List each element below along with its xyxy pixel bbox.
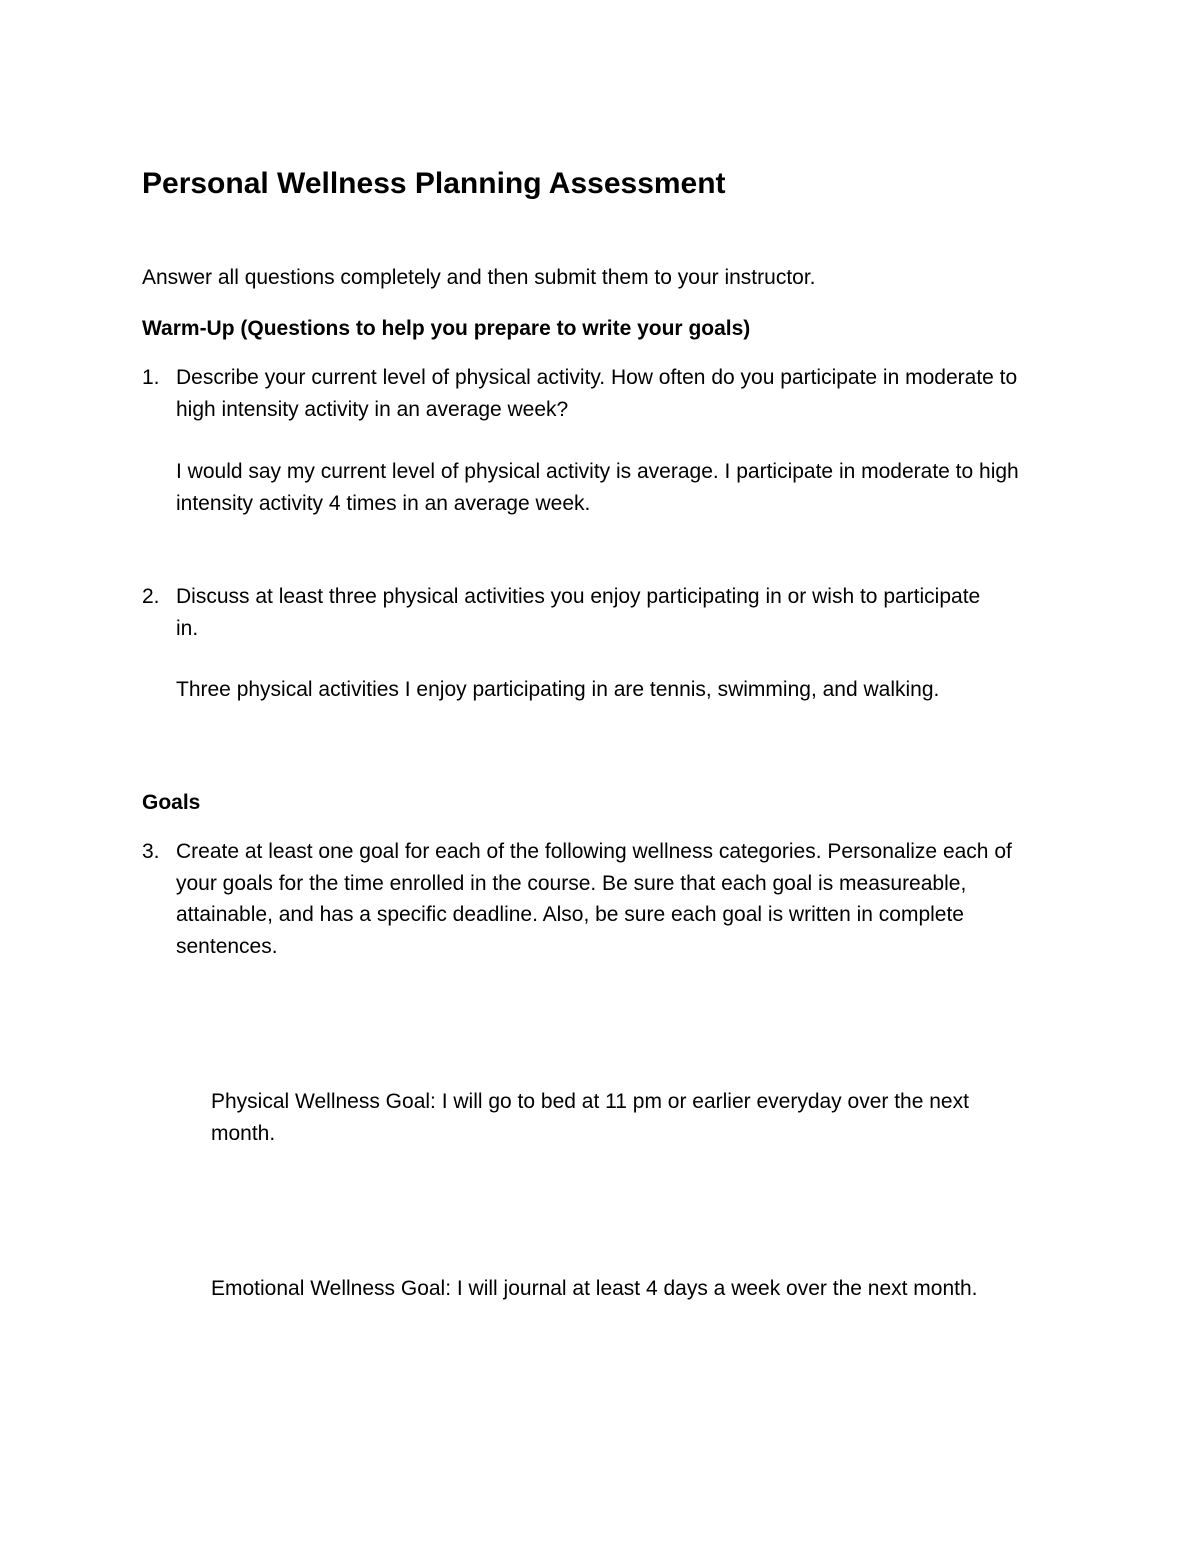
question-prompt: Create at least one goal for each of the following wellness categories. Personalize each of your goals for the time enrolled in the course. Be sure that each goal is measureable, attainable, and has a specific deadline. Also, be sure each goal is written in complete sentences. [176,840,1012,958]
question-number: 3. [142,840,160,863]
question-number: 1. [142,366,160,389]
page-title: Personal Wellness Planning Assessment [142,167,726,200]
goal-emotional-wellness: Emotional Wellness Goal: I will journal at least 4 days a week over the next month. [211,1277,978,1300]
warmup-heading: Warm-Up (Questions to help you prepare to write your goals) [142,317,751,340]
question-prompt: Discuss at least three physical activities you enjoy participating in or wish to participate in. [176,585,981,640]
instructions-text: Answer all questions completely and then submit them to your instructor. [142,266,816,289]
goal-physical-wellness: Physical Wellness Goal: I will go to bed at 11 pm or earlier everyday over the next month. [211,1090,969,1145]
question-number: 2. [142,585,160,608]
question-answer: Three physical activities I enjoy participating in are tennis, swimming, and walking. [176,678,940,701]
question-answer: I would say my current level of physical activity is average. I participate in moderate to high intensity activity 4 times in an average week. [176,460,1019,515]
question-prompt: Describe your current level of physical activity. How often do you participate in moderate to high intensity activity in an average week? [176,366,1018,421]
goals-heading: Goals [142,791,201,814]
